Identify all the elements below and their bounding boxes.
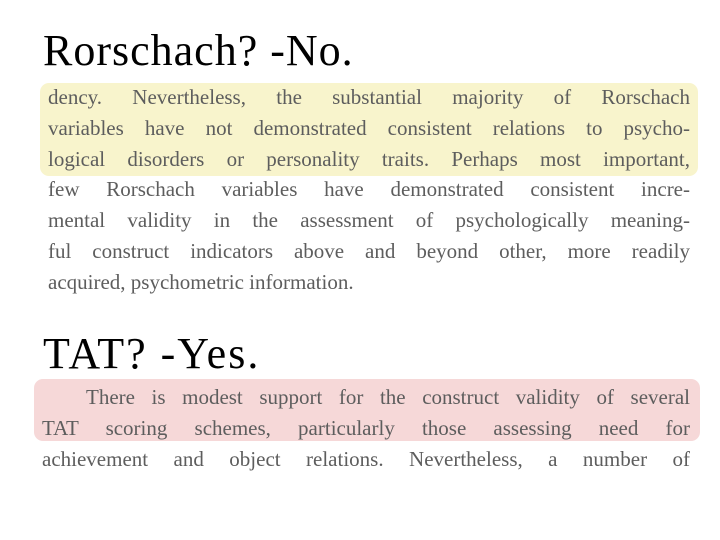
excerpt-line: few Rorschach variables have demonstrated consistent incre- xyxy=(48,177,690,202)
excerpt-line: dency. Nevertheless, the substantial majority of Rorschach xyxy=(48,85,690,109)
excerpt-line: There is modest support for the construct validity of several xyxy=(86,385,690,409)
rorschach-heading: Rorschach? -No. xyxy=(43,26,354,75)
excerpt-line: ful construct indicators above and beyond other, more readily xyxy=(48,238,690,263)
excerpt-line: variables have not demonstrated consistent relations to psycho- xyxy=(48,115,690,140)
excerpt-line: acquired, psychometric information. xyxy=(48,269,354,294)
excerpt-line: TAT scoring schemes, particularly those assessing need for xyxy=(42,415,690,440)
tat-heading: TAT? -Yes. xyxy=(43,329,261,378)
rorschach-excerpt xyxy=(48,82,690,298)
tat-excerpt xyxy=(42,382,690,476)
excerpt-line: mental validity in the assessment of psychologically meaning- xyxy=(48,208,690,233)
excerpt-line: achievement and object relations. Nevertheless, a number of xyxy=(42,446,690,471)
excerpt-line: logical disorders or personality traits. Perhaps most important, xyxy=(48,146,690,171)
